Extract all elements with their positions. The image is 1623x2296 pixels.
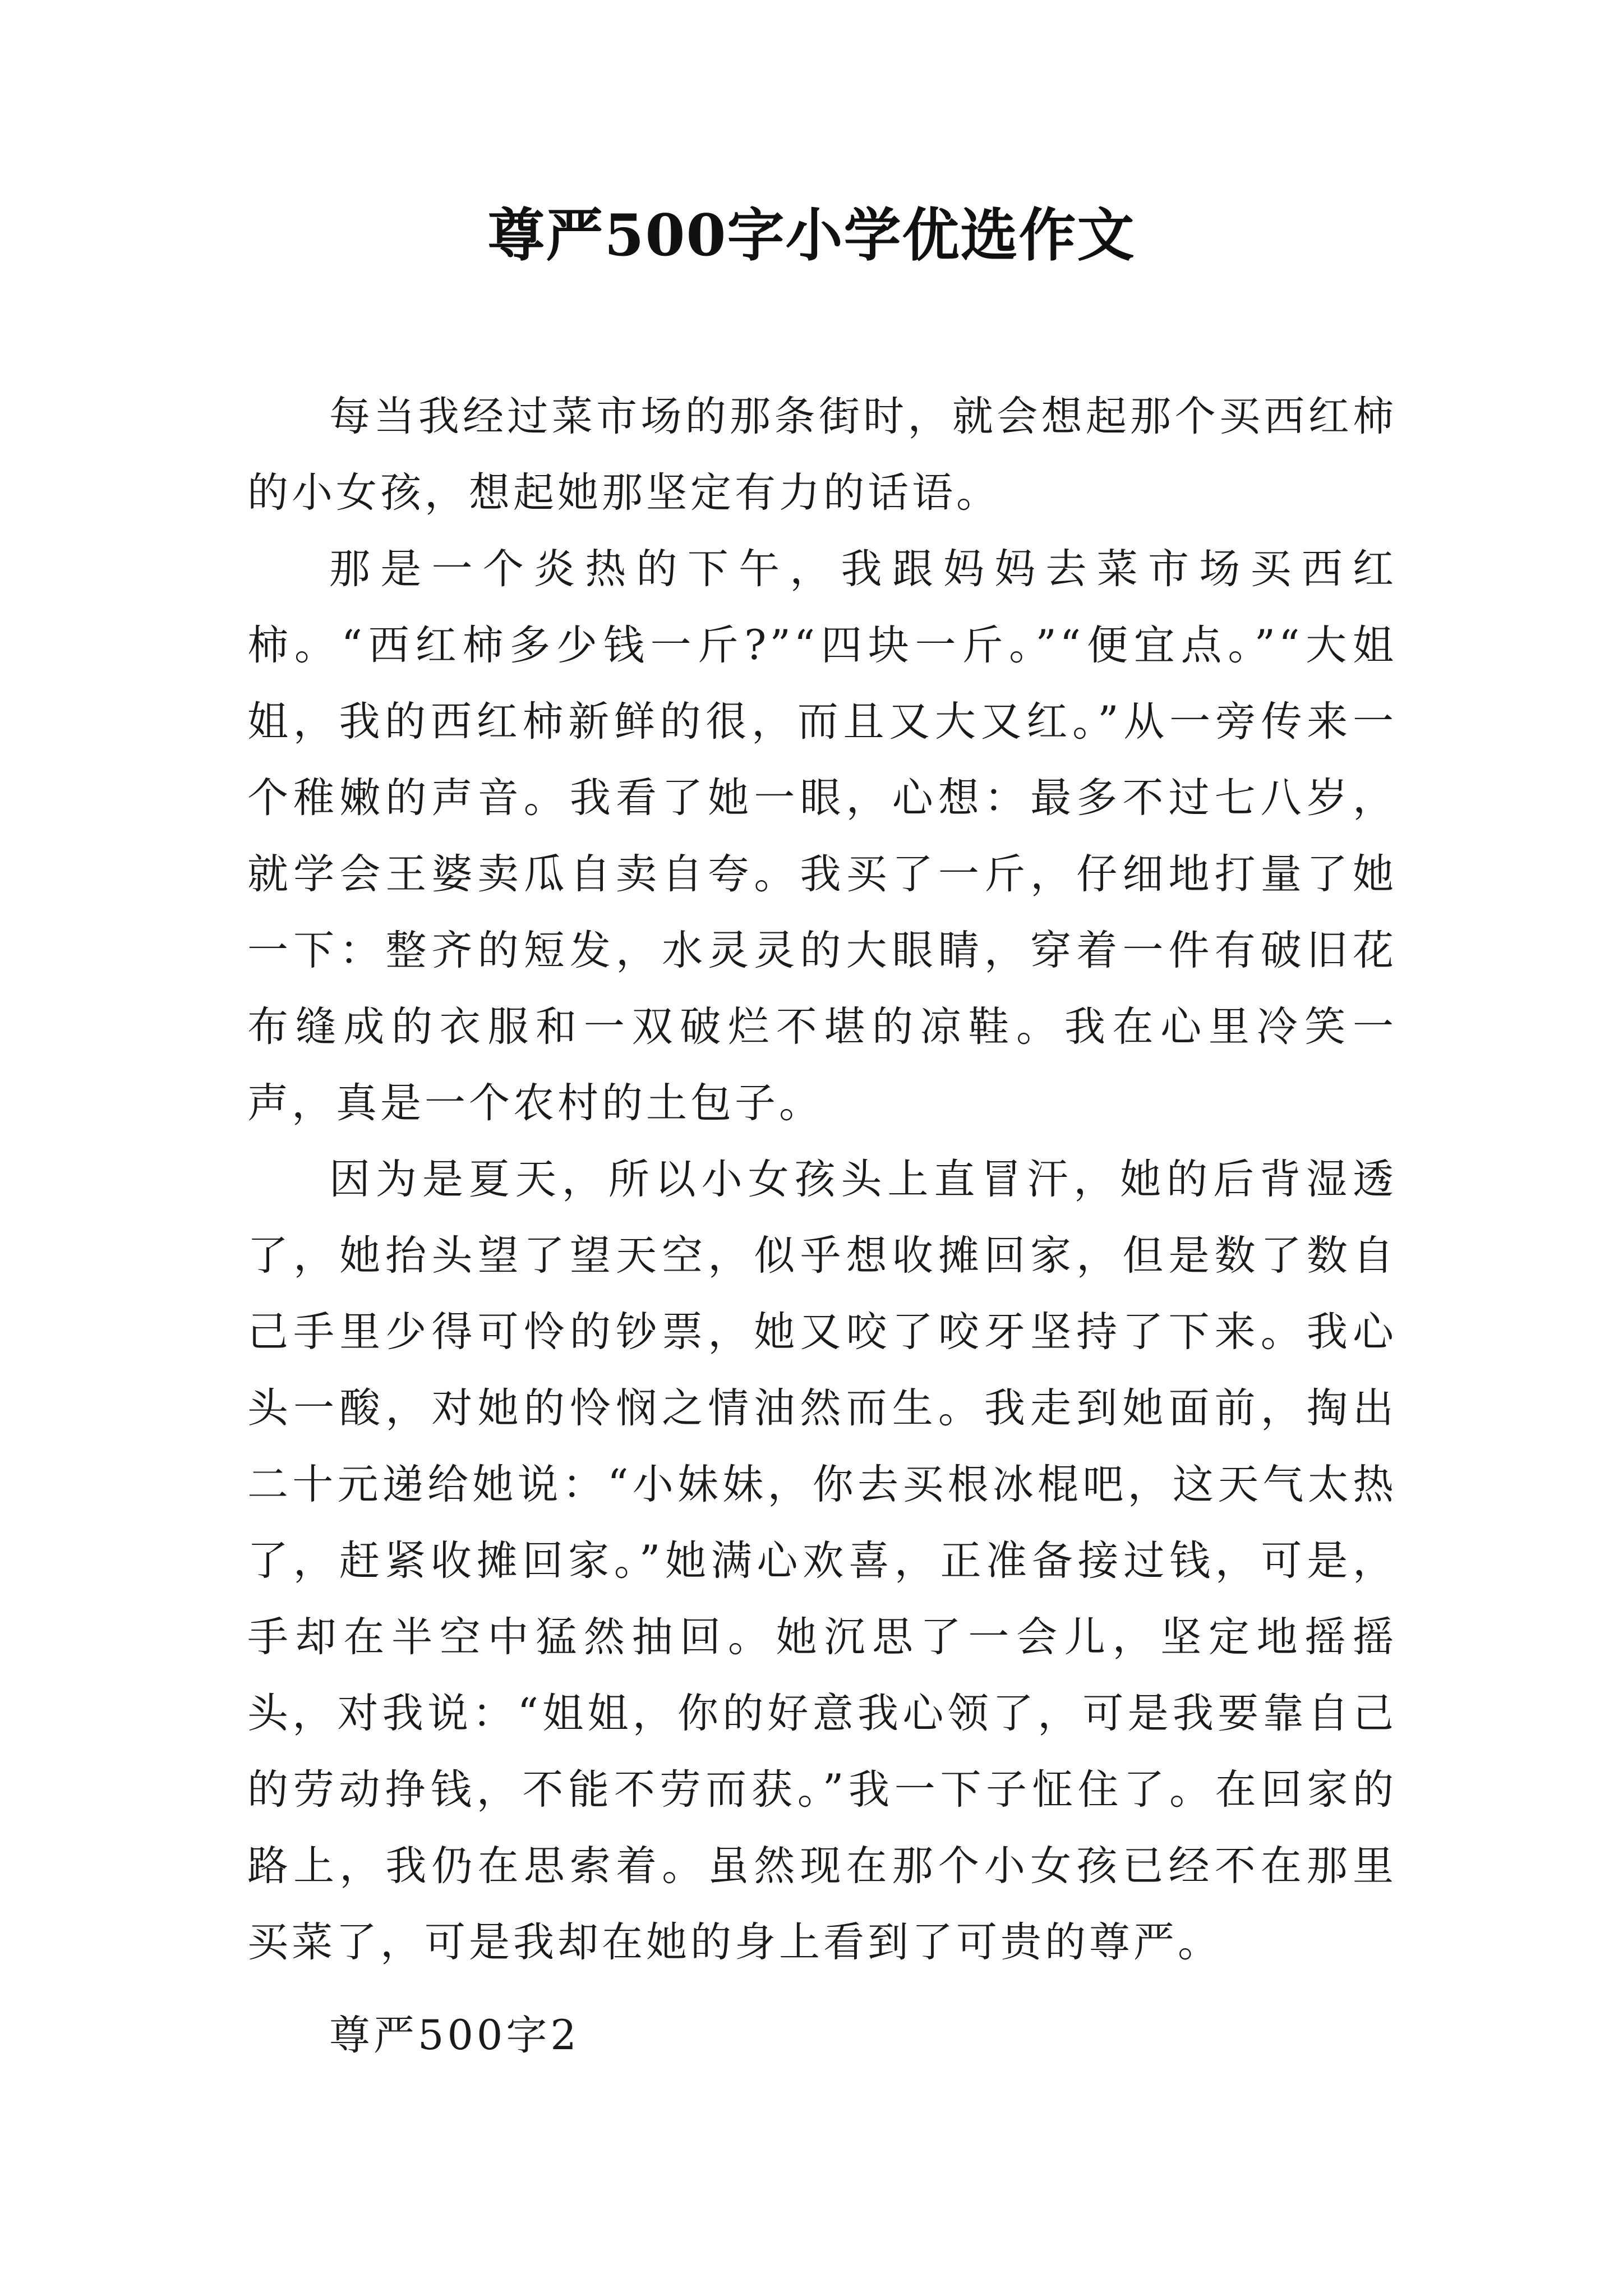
paragraph: 每当我经过菜市场的那条街时，就会想起那个买西红柿的小女孩，想起她那坚定有力的话语。 (247, 393, 1397, 517)
paragraph: 那是一个炎热的下午，我跟妈妈去菜市场买西红柿。“西红柿多少钱一斤?”“四块一斤。”“便宜点。”“大姐姐，我的西红柿新鲜的很，而且又大又红。”从一旁传来一个稚嫩的声音。我看了她一眼，心想：最多不过七八岁，就学会王婆卖瓜自卖自夸。我买了一斤，仔细地打量了她一下：整齐的短发，水灵灵的大眼睛，穿着一件有破旧花布缝成的衣服和一双破烂不堪的凉鞋。我在心里冷笑一声，真是一个农村的土包子。 (247, 545, 1397, 1127)
document-body (247, 379, 1397, 2074)
section-heading: 尊严500字2 (329, 2012, 580, 2059)
document-title: 尊严500字小学优选作文 (487, 202, 1136, 269)
paragraph: 因为是夏天，所以小女孩头上直冒汗，她的后背湿透了，她抬头望了望天空，似乎想收摊回家，但是数了数自己手里少得可怜的钞票，她又咬了咬牙坚持了下来。我心头一酸，对她的怜悯之情油然而生。我走到她面前，掏出二十元递给她说：“小妹妹，你去买根冰棍吧，这天气太热了，赶紧收摊回家。”她满心欢喜，正准备接过钱，可是，手却在半空中猛然抽回。她沉思了一会儿，坚定地摇摇头，对我说：“姐姐，你的好意我心领了，可是我要靠自己的劳动挣钱，不能不劳而获。”我一下子怔住了。在回家的路上，我仍在思索着。虽然现在那个小女孩已经不在那里买菜了，可是我却在她的身上看到了可贵的尊严。 (247, 1156, 1397, 1966)
